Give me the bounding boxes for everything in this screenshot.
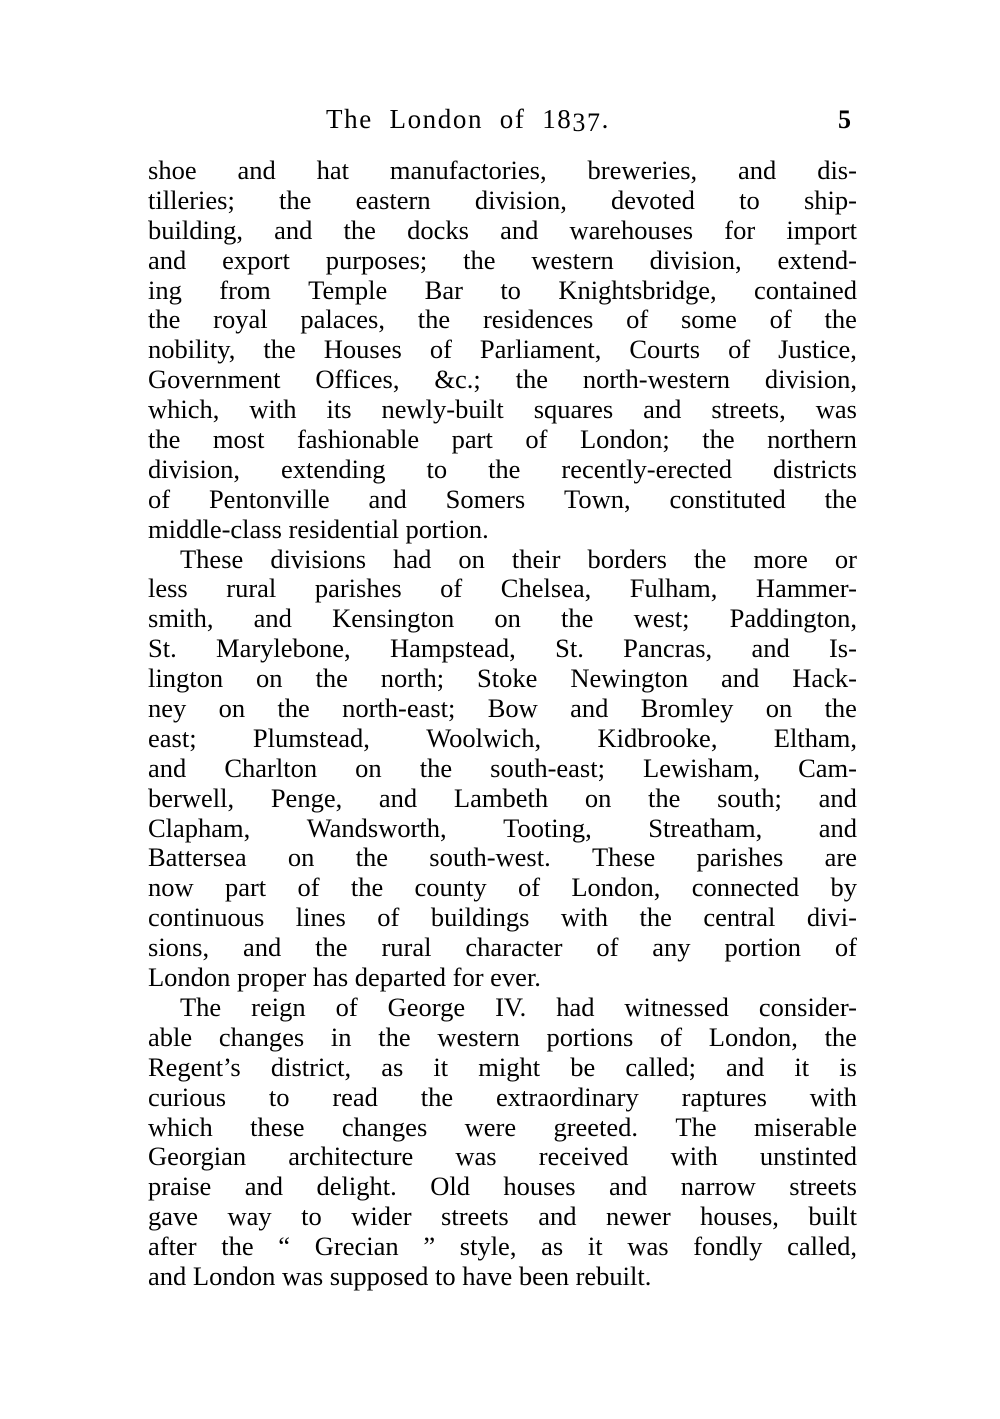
text-line: These divisions had on their borders the more or: [180, 543, 857, 574]
text-line: Clapham, Wandsworth, Tooting, Streatham, and: [148, 812, 857, 843]
page-number: 5: [838, 105, 851, 134]
text-line: division, extending to the recently-erected districts: [148, 453, 857, 484]
text-line: berwell, Penge, and Lambeth on the south; and: [148, 782, 857, 813]
running-head-title: [148, 102, 788, 137]
body-text: [148, 156, 857, 1292]
text-line: tilleries; the eastern division, devoted to ship-: [148, 184, 857, 215]
paragraph: [148, 545, 857, 993]
text-line: Regent’s district, as it might be called; and it is: [148, 1051, 857, 1082]
text-line: ing from Temple Bar to Knightsbridge, contained: [148, 274, 857, 305]
text-line: nobility, the Houses of Parliament, Courts of Justice,: [148, 334, 857, 365]
text-line: London proper has departed for ever.: [148, 962, 541, 993]
running-head-period: .: [601, 104, 610, 134]
text-line: sions, and the rural character of any portion of: [148, 932, 857, 963]
paragraph: [148, 156, 857, 545]
paragraph: [148, 993, 857, 1292]
text-line: curious to read the extraordinary raptures with: [148, 1081, 857, 1112]
running-head-year-digit-1: 1: [542, 104, 558, 134]
text-line: less rural parishes of Chelsea, Fulham, Hammer-: [148, 573, 857, 604]
text-line: and Charlton on the south-east; Lewisham, Cam-: [148, 752, 857, 783]
text-line: ney on the north-east; Bow and Bromley on the: [148, 693, 857, 724]
text-line: and London was supposed to have been rebuilt.: [148, 1260, 652, 1291]
text-line: east; Plumstead, Woolwich, Kidbrooke, Eltham,: [148, 722, 857, 753]
running-head: [148, 102, 855, 138]
text-line: the most fashionable part of London; the northern: [148, 424, 857, 455]
text-line: middle-class residential portion.: [148, 513, 489, 544]
text-line: after the “ Grecian ” style, as it was fondly called,: [148, 1231, 857, 1262]
text-line: praise and delight. Old houses and narrow streets: [148, 1171, 857, 1202]
text-line: building, and the docks and warehouses for import: [148, 214, 857, 245]
text-line: St. Marylebone, Hampstead, St. Pancras, and Is-: [148, 633, 857, 664]
text-line: the royal palaces, the residences of some of the: [148, 304, 857, 335]
text-line: Government Offices, &c.; the north-western division,: [148, 364, 857, 395]
text-line: lington on the north; Stoke Newington and Hack-: [148, 663, 857, 694]
running-head-prefix: The London of: [326, 104, 543, 134]
running-head-year-digit-2: 8: [557, 104, 573, 134]
text-line: gave way to wider streets and newer houses, built: [148, 1201, 857, 1232]
text-line: continuous lines of buildings with the central divi-: [148, 902, 857, 933]
text-line: shoe and hat manufactories, breweries, and dis-: [148, 155, 857, 185]
running-head-year-digits-37: 37: [572, 108, 602, 137]
text-line: Battersea on the south-west. These parishes are: [148, 842, 857, 873]
text-line: The reign of George IV. had witnessed consider-: [180, 991, 857, 1022]
text-line: Georgian architecture was received with unstinted: [148, 1141, 857, 1172]
text-line: smith, and Kensington on the west; Paddington,: [148, 603, 857, 634]
text-line: which these changes were greeted. The miserable: [148, 1111, 857, 1142]
text-line: and export purposes; the western division, extend-: [148, 244, 857, 275]
text-line: of Pentonville and Somers Town, constituted the: [148, 483, 857, 514]
text-line: now part of the county of London, connected by: [148, 872, 857, 903]
text-line: able changes in the western portions of London, the: [148, 1021, 857, 1052]
text-line: which, with its newly-built squares and streets, was: [148, 394, 857, 425]
